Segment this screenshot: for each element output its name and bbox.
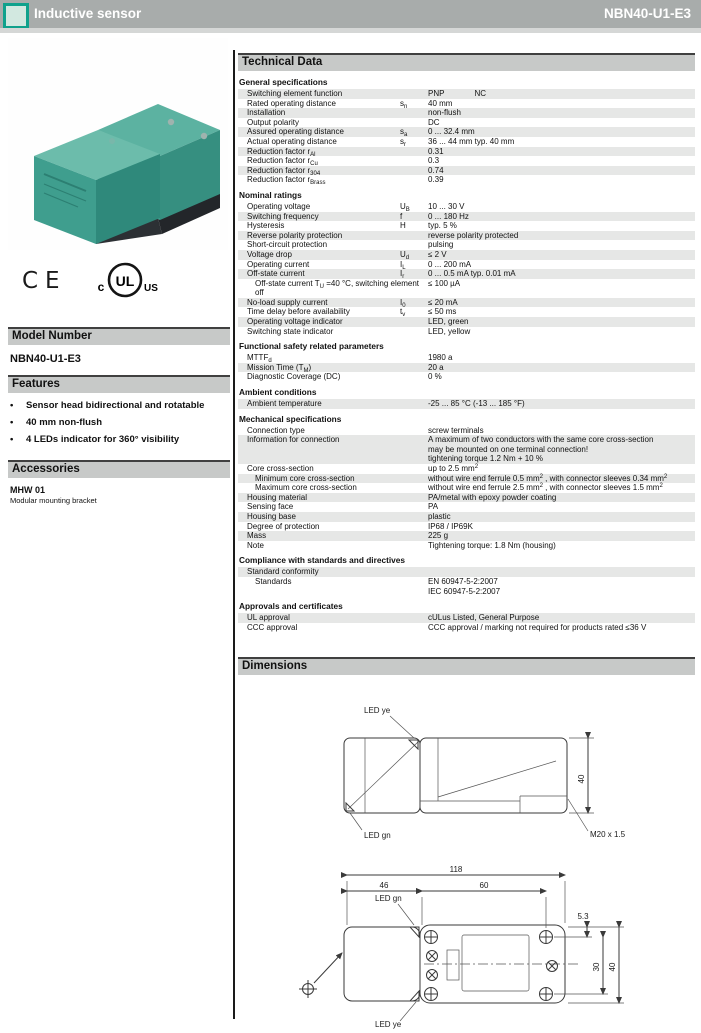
spec-label: Off-state current [247,269,305,279]
led-green-label: LED gn [364,831,391,840]
spec-label: Voltage drop [247,249,292,259]
spec-value: 0.31 [428,146,444,156]
spec-row [238,89,695,99]
spec-value: PNP NC [428,89,487,98]
spec-label: Housing material [247,492,308,502]
hole-offset-dimension: 5.3 [577,912,589,921]
spec-value: 1980 a [428,353,453,363]
spec-value: plastic [428,511,451,521]
spec-value: 40 mm [428,98,453,108]
spec-symbol: $I_0$ [400,297,406,309]
spec-value: 0 ... 200 mA [428,259,472,269]
certification-marks [8,256,230,306]
spec-value: PA/metal with epoxy powder coating [428,492,557,502]
cul-us-mark [92,258,162,304]
spec-label: Standards [255,576,292,586]
ul-letters: UL [115,273,135,289]
spec-row [238,623,695,633]
spec-label: Reduction factor $r_{304}$ [247,165,321,177]
spec-label: Rated operating distance [247,98,336,108]
spec-label: UL approval [247,613,290,623]
spec-label: No-load supply current [247,297,328,307]
feature-item: • 4 LEDs indicator for 360° visibility [10,434,180,445]
spec-value: -25 ... 85 °C (-13 ... 185 °F) [428,399,525,409]
spec-value: 36 ... 44 mm typ. 40 mm [428,136,515,146]
features-heading: Features [8,375,230,393]
spec-row [238,577,695,596]
accessories-heading: Accessories [8,460,230,478]
spec-value: 0.74 [428,165,444,175]
spec-label: Actual operating distance [247,136,337,146]
spec-section-heading: Nominal ratings [239,189,302,200]
thread-size-label: M20 x 1.5 [590,830,626,839]
spec-value: 20 a [428,362,444,372]
spec-value: ≤ 20 mA [428,297,458,307]
spec-label: Reduction factor $r_{Al}$ [247,146,316,158]
spec-label: Reduction factor $r_{Cu}$ [247,156,318,168]
spec-symbol: $s_n$ [400,98,408,110]
spec-label: Output polarity [247,117,300,127]
column-divider [233,50,235,1019]
spec-value: 10 ... 30 V [428,201,465,211]
features-section [8,375,230,448]
spec-row [238,541,695,551]
dimension-drawing-top-view [238,861,695,1033]
width-dimension: 40 [608,962,617,972]
spec-row [238,175,695,185]
spec-value: 0.3 [428,156,440,166]
spec-label: Diagnostic Coverage (DC) [247,372,341,382]
led-yellow-label: LED ye [375,1020,402,1029]
spec-value: LED, yellow [428,326,471,336]
spec-value: ≤ 100 µA [428,278,461,288]
led-yellow-label: LED ye [364,706,391,715]
spec-row [238,483,695,493]
spec-section [238,384,695,409]
overall-length-dimension: 118 [449,865,463,874]
spec-label: Connection type [247,425,305,435]
spec-section-heading: Mechanical specifications [239,413,342,424]
spec-label: $MTTF_d$ [247,353,272,365]
spec-label: CCC approval [247,622,298,632]
spec-label: Hysteresis [247,221,285,231]
product-photo [8,38,228,250]
spec-row [238,317,695,327]
spec-row [238,327,695,337]
spec-label: Time delay before availability [247,307,350,317]
spec-row [238,426,695,436]
spec-value: ≤ 2 V [428,249,447,259]
spec-row [238,307,695,317]
spec-row [238,502,695,512]
spec-value: IP68 / IP69K [428,521,473,531]
spec-row [238,372,695,382]
spec-value: 0.39 [428,175,444,185]
spec-row [238,298,695,308]
spec-label: Ambient temperature [247,399,322,409]
spec-label: Assured operating distance [247,127,344,137]
spec-row [238,464,695,474]
ul-us-letters: US [144,283,158,294]
spec-row [238,240,695,250]
spec-row [238,613,695,623]
dimensions-section [238,657,695,1033]
spec-value: LED, green [428,317,469,327]
spec-label: Switching state indicator [247,326,334,336]
spec-label: Operating voltage indicator [247,317,343,327]
spec-symbol: $t_v$ [400,307,406,319]
ce-mark: CE [22,268,67,294]
spec-symbol: $I_r$ [400,269,405,281]
spec-row [238,279,695,298]
spec-value: PA [428,502,439,512]
spec-label: Note [247,540,264,550]
spec-section-heading: Functional safety related parameters [239,341,384,352]
spec-label: Operating current [247,259,310,269]
spec-value: screw terminals [428,425,484,435]
spec-label: Maximum core cross-section [255,483,357,493]
model-number-heading: Model Number [8,327,230,345]
spec-section [238,598,695,632]
spec-label: Reduction factor $r_{Brass}$ [247,175,326,187]
ul-c-letter: c [97,280,105,294]
spec-label: Short-circuit protection [247,240,328,250]
spec-section [238,74,695,185]
spec-symbol: $U_d$ [400,249,410,261]
spec-row [238,493,695,503]
spec-row [238,118,695,128]
spec-value: CCC approval / marking not required for products rated ≤36 V [428,622,647,632]
spec-row [238,531,695,541]
spec-value: reverse polarity protected [428,230,519,240]
spec-section [238,411,695,551]
spec-value: up to 2.5 $mm^2$ [428,464,479,473]
spec-section [238,338,695,382]
spec-row [238,108,695,118]
spec-symbol: f [400,211,403,221]
spec-label: Operating voltage [247,201,311,211]
led-green-label: LED gn [375,894,402,903]
spec-row [238,99,695,109]
spec-value: 0 % [428,372,442,382]
spec-row [238,474,695,484]
spec-value: cULus Listed, General Purpose [428,613,540,623]
spec-row [238,567,695,577]
spec-value: 0 ... 32.4 mm [428,127,475,137]
spec-value: ≤ 50 ms [428,307,457,317]
spec-label: Switching frequency [247,211,319,221]
sidebar [8,38,230,505]
spec-value: without wire end ferrule 0.5 $mm^2$ , with connector sleeves 0.34 $mm^2$ [428,473,668,483]
spec-row [238,269,695,279]
spec-value: DC [428,117,440,127]
model-number-value: NBN40-U1-E3 [10,353,81,365]
feature-item: • Sensor head bidirectional and rotatable [10,400,205,411]
spec-symbol: H [400,221,406,231]
model-number-section [8,327,230,365]
spec-value: without wire end ferrule 2.5 $mm^2$ , with connector sleeves 1.5 $mm^2$ [428,483,663,493]
spec-row [238,127,695,137]
spec-label: Reverse polarity protection [247,230,343,240]
spec-value: pulsing [428,240,454,250]
spec-label: Switching element function [247,89,343,98]
spec-row [238,202,695,212]
spec-label: Information for connection [247,435,340,445]
accessory-description: Modular mounting bracket [10,496,97,505]
spec-row [238,147,695,157]
spec-label: Installation [247,108,286,118]
spec-value: non-flush [428,108,461,118]
spec-section [238,187,695,336]
header-model-number: NBN40-U1-E3 [603,6,691,21]
spec-row [238,522,695,532]
technical-data-heading: Technical Data [238,53,695,71]
dimension-drawing-side-view [238,689,695,859]
spec-section-heading: Approvals and certificates [239,601,343,612]
product-type-title: Inductive sensor [34,6,142,21]
hole-spacing-dimension: 30 [592,962,601,972]
accessories-section [8,460,230,505]
spec-value: EN 60947-5-2:2007 IEC 60947-5-2:2007 [428,576,501,596]
spec-label: Mass [247,531,267,541]
spec-row [238,435,695,464]
dimensions-heading: Dimensions [238,657,695,675]
spec-row [238,137,695,147]
spec-row [238,260,695,270]
spec-label: Off-state current $T_U =40$ °C, switching element off [255,278,419,298]
spec-symbol: $s_a$ [400,127,408,139]
header-bar-shadow [0,28,701,33]
spec-row [238,212,695,222]
bullet-icon: • [10,417,14,428]
spec-section-heading: Ambient conditions [239,387,317,398]
height-dimension: 40 [577,774,586,784]
spec-section-heading: Compliance with standards and directives [239,555,405,566]
spec-value-secondary: NC [474,89,487,98]
spec-symbol: $U_B$ [400,201,410,213]
spec-row [238,363,695,373]
technical-data-section [238,53,695,634]
spec-row [238,512,695,522]
spec-label: Minimum core cross-section [255,473,355,483]
spec-row [238,221,695,231]
spec-label: Housing base [247,511,296,521]
spec-label: Core cross-section [247,464,314,473]
spec-row [238,231,695,241]
spec-symbol: $I_L$ [400,259,406,271]
header-bar [0,0,701,28]
head-length-dimension: 46 [379,881,389,890]
spec-value: 0 ... 180 Hz [428,211,469,221]
spec-value: Tightening torque: 1.8 Nm (housing) [428,540,556,550]
spec-row [238,353,695,363]
bullet-icon: • [10,400,14,411]
feature-item: • 40 mm non-flush [10,417,103,428]
product-photo-illustration [8,38,228,250]
spec-row [238,250,695,260]
spec-label: Sensing face [247,502,294,512]
spec-row [238,399,695,409]
spec-symbol: $s_r$ [400,136,406,148]
brand-logo-square [3,3,29,29]
spec-row [238,166,695,176]
spec-table [238,71,695,632]
spec-label: Mission Time $(T_M)$ [247,362,312,374]
spec-section-heading: General specifications [239,77,328,87]
spec-value: 225 g [428,531,449,541]
accessory-code: MHW 01 [10,485,46,495]
spec-row [238,156,695,166]
spec-value: A maximum of two conductors with the same core cross-section may be mounted on one terminal connection! tightening torque 1.2 Nm + 10 % [428,435,654,464]
terminal-length-dimension: 60 [479,881,489,890]
spec-value: 0 ... 0.5 mA typ. 0.01 mA [428,269,516,279]
spec-value: typ. 5 % [428,221,457,231]
spec-section [238,552,695,596]
bullet-icon: • [10,434,14,445]
spec-label: Degree of protection [247,521,320,531]
spec-label: Standard conformity [247,567,319,577]
